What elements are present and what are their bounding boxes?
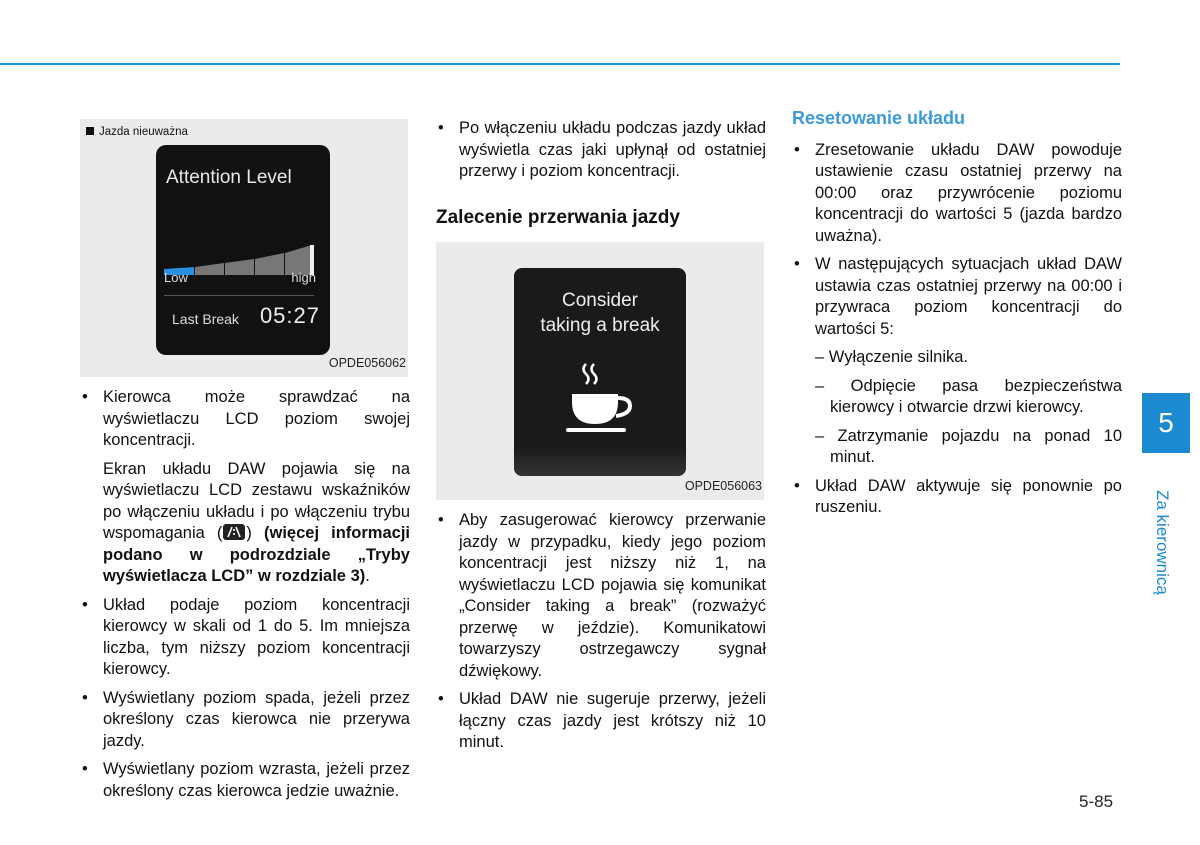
figure-code: OPDE056062 xyxy=(328,355,406,370)
top-rule xyxy=(0,63,1120,65)
figure-caption: Jazda nieuważna xyxy=(86,122,188,144)
column-left xyxy=(80,112,410,809)
screen-glow xyxy=(514,446,686,476)
square-icon xyxy=(86,127,94,135)
section-heading-break: Zalecenie przerwania jazdy xyxy=(436,206,680,228)
assist-mode-icon xyxy=(222,523,246,541)
bullet-no-suggestion: • Układ DAW nie sugeruje przerwy, jeżeli łączny czas jazdy jest krótszy niż 10 minut. xyxy=(436,689,766,754)
low-label: Low xyxy=(164,270,188,285)
figure-consider-break xyxy=(436,242,764,500)
page-number: 5-85 xyxy=(1079,792,1114,811)
high-label: high xyxy=(291,270,316,285)
bullet-reset-effect: • Zresetowanie układu DAW powoduje ustawienie czasu ostatniej przerwy na 00:00 oraz przywrócenie poziomu koncentracji do wartości 5 (jazda bardzo uważna). xyxy=(792,140,1122,248)
bullet-reset-situations: • W następujących sytuacjach układ DAW ustawia czas ostatniej przerwy na 00:00 i przywraca poziom koncentracji do wartości 5: xyxy=(792,254,1122,340)
last-break-time: 05:27 xyxy=(259,303,320,328)
dash-engine-off: – Wyłączenie silnika. xyxy=(815,348,968,366)
bullet-scale: • Układ podaje poziom koncentracji kierowcy w skali od 1 do 5. Im mniejsza liczba, tym niższy poziom koncentracji kierowcy. xyxy=(80,595,410,681)
bullet-while-driving: • Po włączeniu układu podczas jazdy układ wyświetla czas jaki upłynął od ostatniej przerwy i poziom koncentracji. xyxy=(436,118,766,183)
bullet-level-decreases: • Wyświetlany poziom spada, jeżeli przez określony czas kierowca nie przerywa jazdy. xyxy=(80,688,410,753)
paragraph-daw-screen: Ekran układu DAW pojawia się na wyświetlaczu LCD zestawu wskaźników po włączeniu układu i po włączeniu trybu wspomagania ( ) (więcej informacji podano w podrozdziale „Tryby wyświetlacza LCD” w rozdziale 3). xyxy=(103,459,410,585)
column-right xyxy=(792,108,1122,526)
coffee-cup-icon xyxy=(564,360,644,440)
screen-title: Attention Level xyxy=(166,167,292,188)
last-break-label: Last Break xyxy=(172,311,239,327)
bullet-level-increases: • Wyświetlany poziom wzrasta, jeżeli przez określony czas kierowca jedzie uważnie. xyxy=(80,759,410,802)
figure-attention-level xyxy=(80,119,408,377)
column-middle xyxy=(436,112,766,761)
bullet-check-level: • Kierowca może sprawdzać na wyświetlaczu LCD poziom swojej koncentracji. xyxy=(80,387,410,452)
lcd-screen xyxy=(156,145,330,355)
figure-code: OPDE056063 xyxy=(684,478,762,493)
break-message: Consider taking a break xyxy=(540,290,660,336)
chapter-title: Za kierownicą xyxy=(1153,490,1172,595)
bullet-suggest-break: • Aby zasugerować kierowcy przerwanie jazdy w przypadku, kiedy jego poziom koncentracji jest niższy niż 1, na wyświetlaczu LCD pojawia się komunikat „Consider taking a break” (rozważyć przerwę w jeździe). Komunikatowi towarzyszy ostrzegawczy sygnał dźwiękowy. xyxy=(436,510,766,682)
lcd-screen-break xyxy=(514,268,686,476)
divider xyxy=(164,295,314,296)
chapter-tab: 5 xyxy=(1142,393,1190,453)
section-heading-reset: Resetowanie układu xyxy=(792,108,966,128)
bullet-reactivate: • Układ DAW aktywuje się ponownie po ruszeniu. xyxy=(792,476,1122,519)
dash-seatbelt: – Odpięcie pasa bezpieczeństwa kierowcy i otwarcie drzwi kierowcy. xyxy=(815,376,1122,416)
dash-stop: – Zatrzymanie pojazdu na ponad 10 minut. xyxy=(815,426,1122,466)
